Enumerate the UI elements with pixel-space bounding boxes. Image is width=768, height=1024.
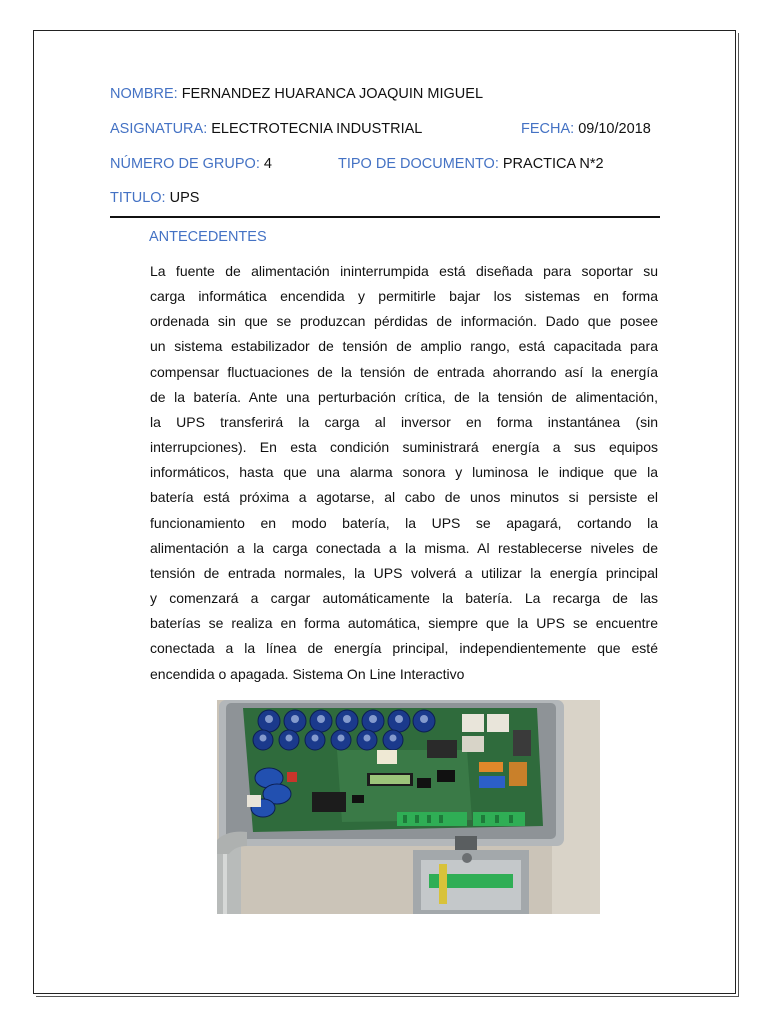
tipo-documento-row	[338, 155, 604, 173]
titulo-value: UPS	[169, 190, 200, 206]
asignatura-value: ELECTROTECNIA INDUSTRIAL	[211, 121, 423, 137]
paragraph-line: ordenada sin que se produzcan pérdidas de información. Dado que posee	[150, 313, 658, 330]
grupo-label: NÚMERO DE GRUPO:	[110, 156, 260, 172]
paragraph-line: carga informática encendida y permitirle bajar los sistemas en forma	[150, 288, 658, 305]
paragraph-line: compensar fluctuaciones de la tensión de entrada ahorrando así la energía	[150, 363, 658, 380]
grupo-row	[110, 155, 272, 173]
asignatura-row	[110, 120, 422, 138]
paragraph-line: un sistema estabilizador de tensión de amplio rango, está capacitada para	[150, 338, 658, 355]
tipo-documento-value: PRACTICA N*2	[502, 156, 604, 172]
fecha-row	[521, 120, 651, 138]
paragraph-line: La fuente de alimentación ininterrumpida está diseñada para soportar su	[150, 263, 658, 279]
nombre-label: NOMBRE:	[110, 86, 178, 102]
grupo-value: 4	[263, 156, 272, 172]
fecha-label: FECHA:	[521, 121, 575, 137]
body-paragraph	[150, 259, 658, 687]
section-heading: ANTECEDENTES	[149, 229, 267, 245]
paragraph-line: informáticos, hasta que una alarma sonora y luminosa le indique que la	[150, 464, 658, 481]
paragraph-line: la UPS transferirá la carga al inversor en forma instantánea (sin	[150, 413, 658, 430]
nombre-row	[110, 85, 483, 103]
paragraph-line: conectada a la línea de energía principal, independientemente que esté	[150, 640, 658, 657]
nombre-value: FERNANDEZ HUARANCA JOAQUIN MIGUEL	[181, 86, 484, 102]
paragraph-line: alimentación a la carga conectada a la misma. Al restablecerse niveles de	[150, 539, 658, 556]
tipo-documento-label: TIPO DE DOCUMENTO:	[338, 156, 499, 172]
paragraph-line: de la batería. Ante una perturbación crítica, de la tensión de alimentación,	[150, 388, 658, 405]
titulo-label: TITULO:	[110, 190, 166, 206]
ups-photo	[217, 700, 600, 914]
asignatura-label: ASIGNATURA:	[110, 121, 208, 137]
header-divider	[110, 216, 660, 218]
paragraph-line: tensión de entrada normales, la UPS volverá a utilizar la energía principal	[150, 564, 658, 581]
fecha-value: 09/10/2018	[578, 121, 651, 137]
paragraph-line: interrupciones). En esta condición suministrará energía a sus equipos	[150, 439, 658, 456]
paragraph-line: batería está próxima a agotarse, al cabo de unos minutos si persiste el	[150, 489, 658, 506]
paragraph-line: funcionamiento en modo batería, la UPS se apagará, cortando la	[150, 514, 658, 531]
titulo-row	[110, 189, 199, 207]
paragraph-line: encendida o apagada. Sistema On Line Interactivo	[150, 665, 465, 682]
paragraph-line: baterías se realiza en forma automática, siempre que la UPS se encuentre	[150, 615, 658, 632]
paragraph-line: y comenzará a cargar automáticamente la batería. La recarga de las	[150, 590, 658, 607]
